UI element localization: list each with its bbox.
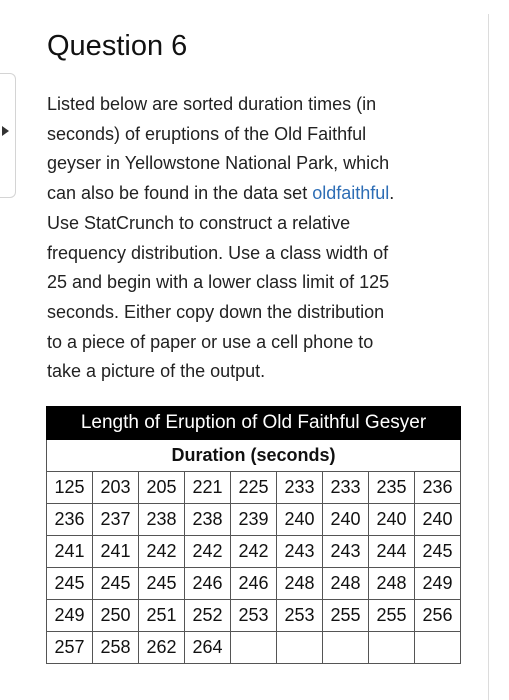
table-body — [47, 472, 461, 664]
question-line: 25 and begin with a lower class limit of 125 — [47, 272, 390, 293]
table-cell: 237 — [93, 504, 139, 536]
table-cell: 235 — [369, 472, 415, 504]
table-cell — [415, 632, 461, 664]
table-cell: 233 — [277, 472, 323, 504]
table-cell: 240 — [415, 504, 461, 536]
table-cell: 245 — [93, 568, 139, 600]
table-row — [47, 472, 461, 504]
table-cell: 242 — [231, 536, 277, 568]
link-suffix: . — [389, 183, 395, 204]
table-cell: 225 — [231, 472, 277, 504]
table-cell — [277, 632, 323, 664]
table-row — [47, 632, 461, 664]
table-cell: 203 — [93, 472, 139, 504]
table-cell: 245 — [139, 568, 185, 600]
table-caption: Length of Eruption of Old Faithful Gesyer — [47, 407, 461, 440]
table-cell — [369, 632, 415, 664]
table-cell: 233 — [323, 472, 369, 504]
table-cell: 238 — [139, 504, 185, 536]
table-cell: 236 — [47, 504, 93, 536]
table-cell: 245 — [47, 568, 93, 600]
dataset-link[interactable]: oldfaithful — [312, 183, 390, 204]
table-cell: 240 — [323, 504, 369, 536]
table-cell: 125 — [47, 472, 93, 504]
question-line: geyser in Yellowstone National Park, which — [47, 153, 390, 174]
table-cell: 241 — [93, 536, 139, 568]
table-cell: 246 — [231, 568, 277, 600]
table-cell: 251 — [139, 600, 185, 632]
table-cell: 258 — [93, 632, 139, 664]
table-cell: 248 — [369, 568, 415, 600]
table-cell: 252 — [185, 600, 231, 632]
expand-arrow-icon — [2, 126, 9, 136]
table-row — [47, 568, 461, 600]
table-cell: 250 — [93, 600, 139, 632]
table-cell — [231, 632, 277, 664]
question-title: Question 6 — [47, 30, 188, 62]
table-cell: 246 — [185, 568, 231, 600]
table-cell: 242 — [139, 536, 185, 568]
table-cell: 256 — [415, 600, 461, 632]
table-header: Duration (seconds) — [47, 440, 461, 472]
table-row — [47, 536, 461, 568]
table-cell: 248 — [277, 568, 323, 600]
table-cell: 249 — [47, 600, 93, 632]
question-text — [47, 90, 477, 387]
table-cell: 239 — [231, 504, 277, 536]
table-cell: 257 — [47, 632, 93, 664]
question-line: take a picture of the output. — [47, 361, 266, 382]
question-line-text: can also be found in the data set — [47, 183, 313, 204]
table-cell: 255 — [323, 600, 369, 632]
question-line: seconds) of eruptions of the Old Faithful — [47, 123, 367, 144]
eruption-duration-table — [46, 406, 461, 664]
table-cell: 221 — [185, 472, 231, 504]
table-cell: 243 — [277, 536, 323, 568]
table-cell: 264 — [185, 632, 231, 664]
table-cell: 245 — [415, 536, 461, 568]
table-cell: 236 — [415, 472, 461, 504]
table-cell: 240 — [369, 504, 415, 536]
side-panel-toggle[interactable] — [0, 73, 16, 198]
table-cell: 241 — [47, 536, 93, 568]
question-line: seconds. Either copy down the distribution — [47, 301, 385, 322]
table-cell: 249 — [415, 568, 461, 600]
question-line — [47, 179, 477, 209]
question-line: to a piece of paper or use a cell phone to — [47, 331, 374, 352]
table-cell: 248 — [323, 568, 369, 600]
table-cell: 243 — [323, 536, 369, 568]
table-cell: 240 — [277, 504, 323, 536]
table-cell: 242 — [185, 536, 231, 568]
table-cell: 253 — [277, 600, 323, 632]
table-cell: 253 — [231, 600, 277, 632]
question-line: Use StatCrunch to construct a relative — [47, 212, 351, 233]
table-cell: 205 — [139, 472, 185, 504]
table-row — [47, 504, 461, 536]
question-line: frequency distribution. Use a class width of — [47, 242, 389, 263]
table-cell: 238 — [185, 504, 231, 536]
panel-divider — [488, 14, 489, 700]
table-row — [47, 600, 461, 632]
question-line: Listed below are sorted duration times (in — [47, 94, 377, 114]
table-cell: 244 — [369, 536, 415, 568]
table-cell: 255 — [369, 600, 415, 632]
table-cell: 262 — [139, 632, 185, 664]
table-cell — [323, 632, 369, 664]
